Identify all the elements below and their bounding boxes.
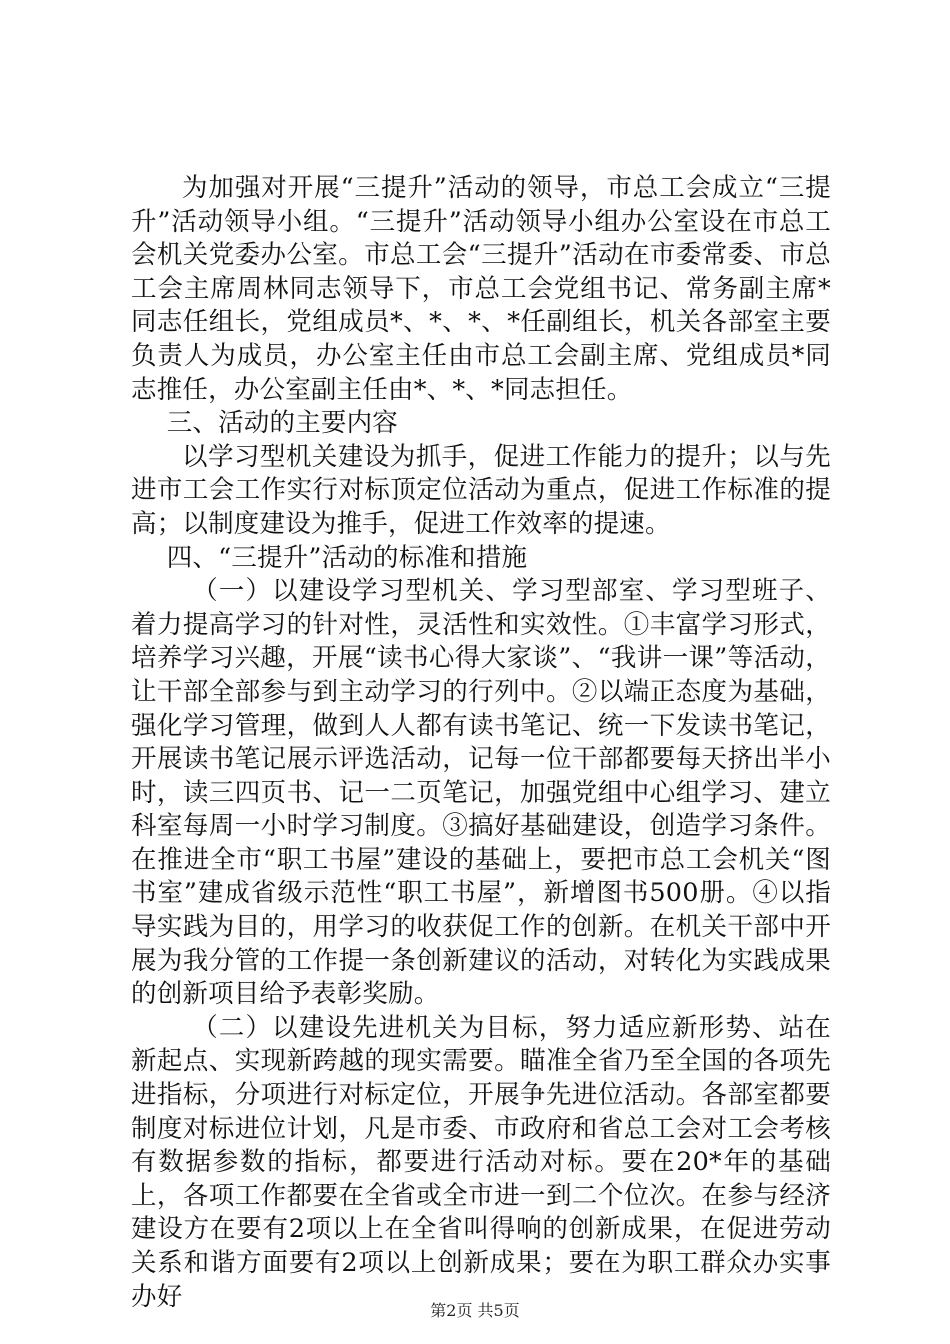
paragraph-advanced-organization: （二）以建设先进机关为目标，努力适应新形势、站在新起点、实现新跨越的现实需要。瞄准全省乃至全国的各项先进指标，分项进行对标定位，开展争先进位活动。各部室都要制度对标进位计划，凡是市委、市政府和省总工会对工会考核有数据参数的指标，都要进行活动对标。要在20*年的基础上，各项工作都要在全省或全市进一到二个位次。在参与经济建设方在要有2项以上在全省叫得响的创新成果，在促进劳动关系和谐方面要有2项以上创新成果；要在为职工群众办实事办好 (131, 1012, 831, 1312)
paragraph-main-content: 以学习型机关建设为抓手，促进工作能力的提升；以与先进市工会工作实行对标顶定位活动为重点，促进工作标准的提高；以制度建设为推手，促进工作效率的提速。 (131, 441, 831, 539)
paragraph-learning-organization: （一）以建设学习型机关、学习型部室、学习型班子、着力提高学习的针对性，灵活性和实效性。①丰富学习形式，培养学习兴趣，开展“读书心得大家谈”、“我讲一课”等活动，让干部全部参与到主动学习的行列中。②以端正态度为基础，强化学习管理，做到人人都有读书笔记、统一下发读书笔记，开展读书笔记展示评选活动，记每一位干部都要每天挤出半小时，读三四页书、记一二页笔记，加强党组中心组学习、建立科室每周一小时学习制度。③搞好基础建设，创造学习条件。在推进全市“职工书屋”建设的基础上，要把市总工会机关“图书室”建成省级示范性“职工书屋”，新增图书500册。④以指导实践为目的，用学习的收获促工作的创新。在机关干部中开展为我分管的工作提一条创新建议的活动，对转化为实践成果的创新项目给予表彰奖励。 (131, 576, 831, 1010)
section-heading-main-content: 三、活动的主要内容 (166, 408, 398, 439)
document-body (131, 172, 831, 1314)
page-number-footer: 第2页 共5页 (430, 1301, 520, 1320)
paragraph-leadership-group: 为加强对开展“三提升”活动的领导，市总工会成立“三提升”活动领导小组。“三提升”活动领导小组办公室设在市总工会机关党委办公室。市总工会“三提升”活动在市委常委、市总工会主席周林同志领导下，市总工会党组书记、常务副主席*同志任组长，党组成员*、*、*、*任副组长，机关各部室主要负责人为成员，办公室主任由市总工会副主席、党组成员*同志推任，办公室副主任由*、*、*同志担任。 (131, 173, 831, 405)
section-heading-standards-measures: 四、“三提升”活动的标准和措施 (166, 542, 528, 573)
